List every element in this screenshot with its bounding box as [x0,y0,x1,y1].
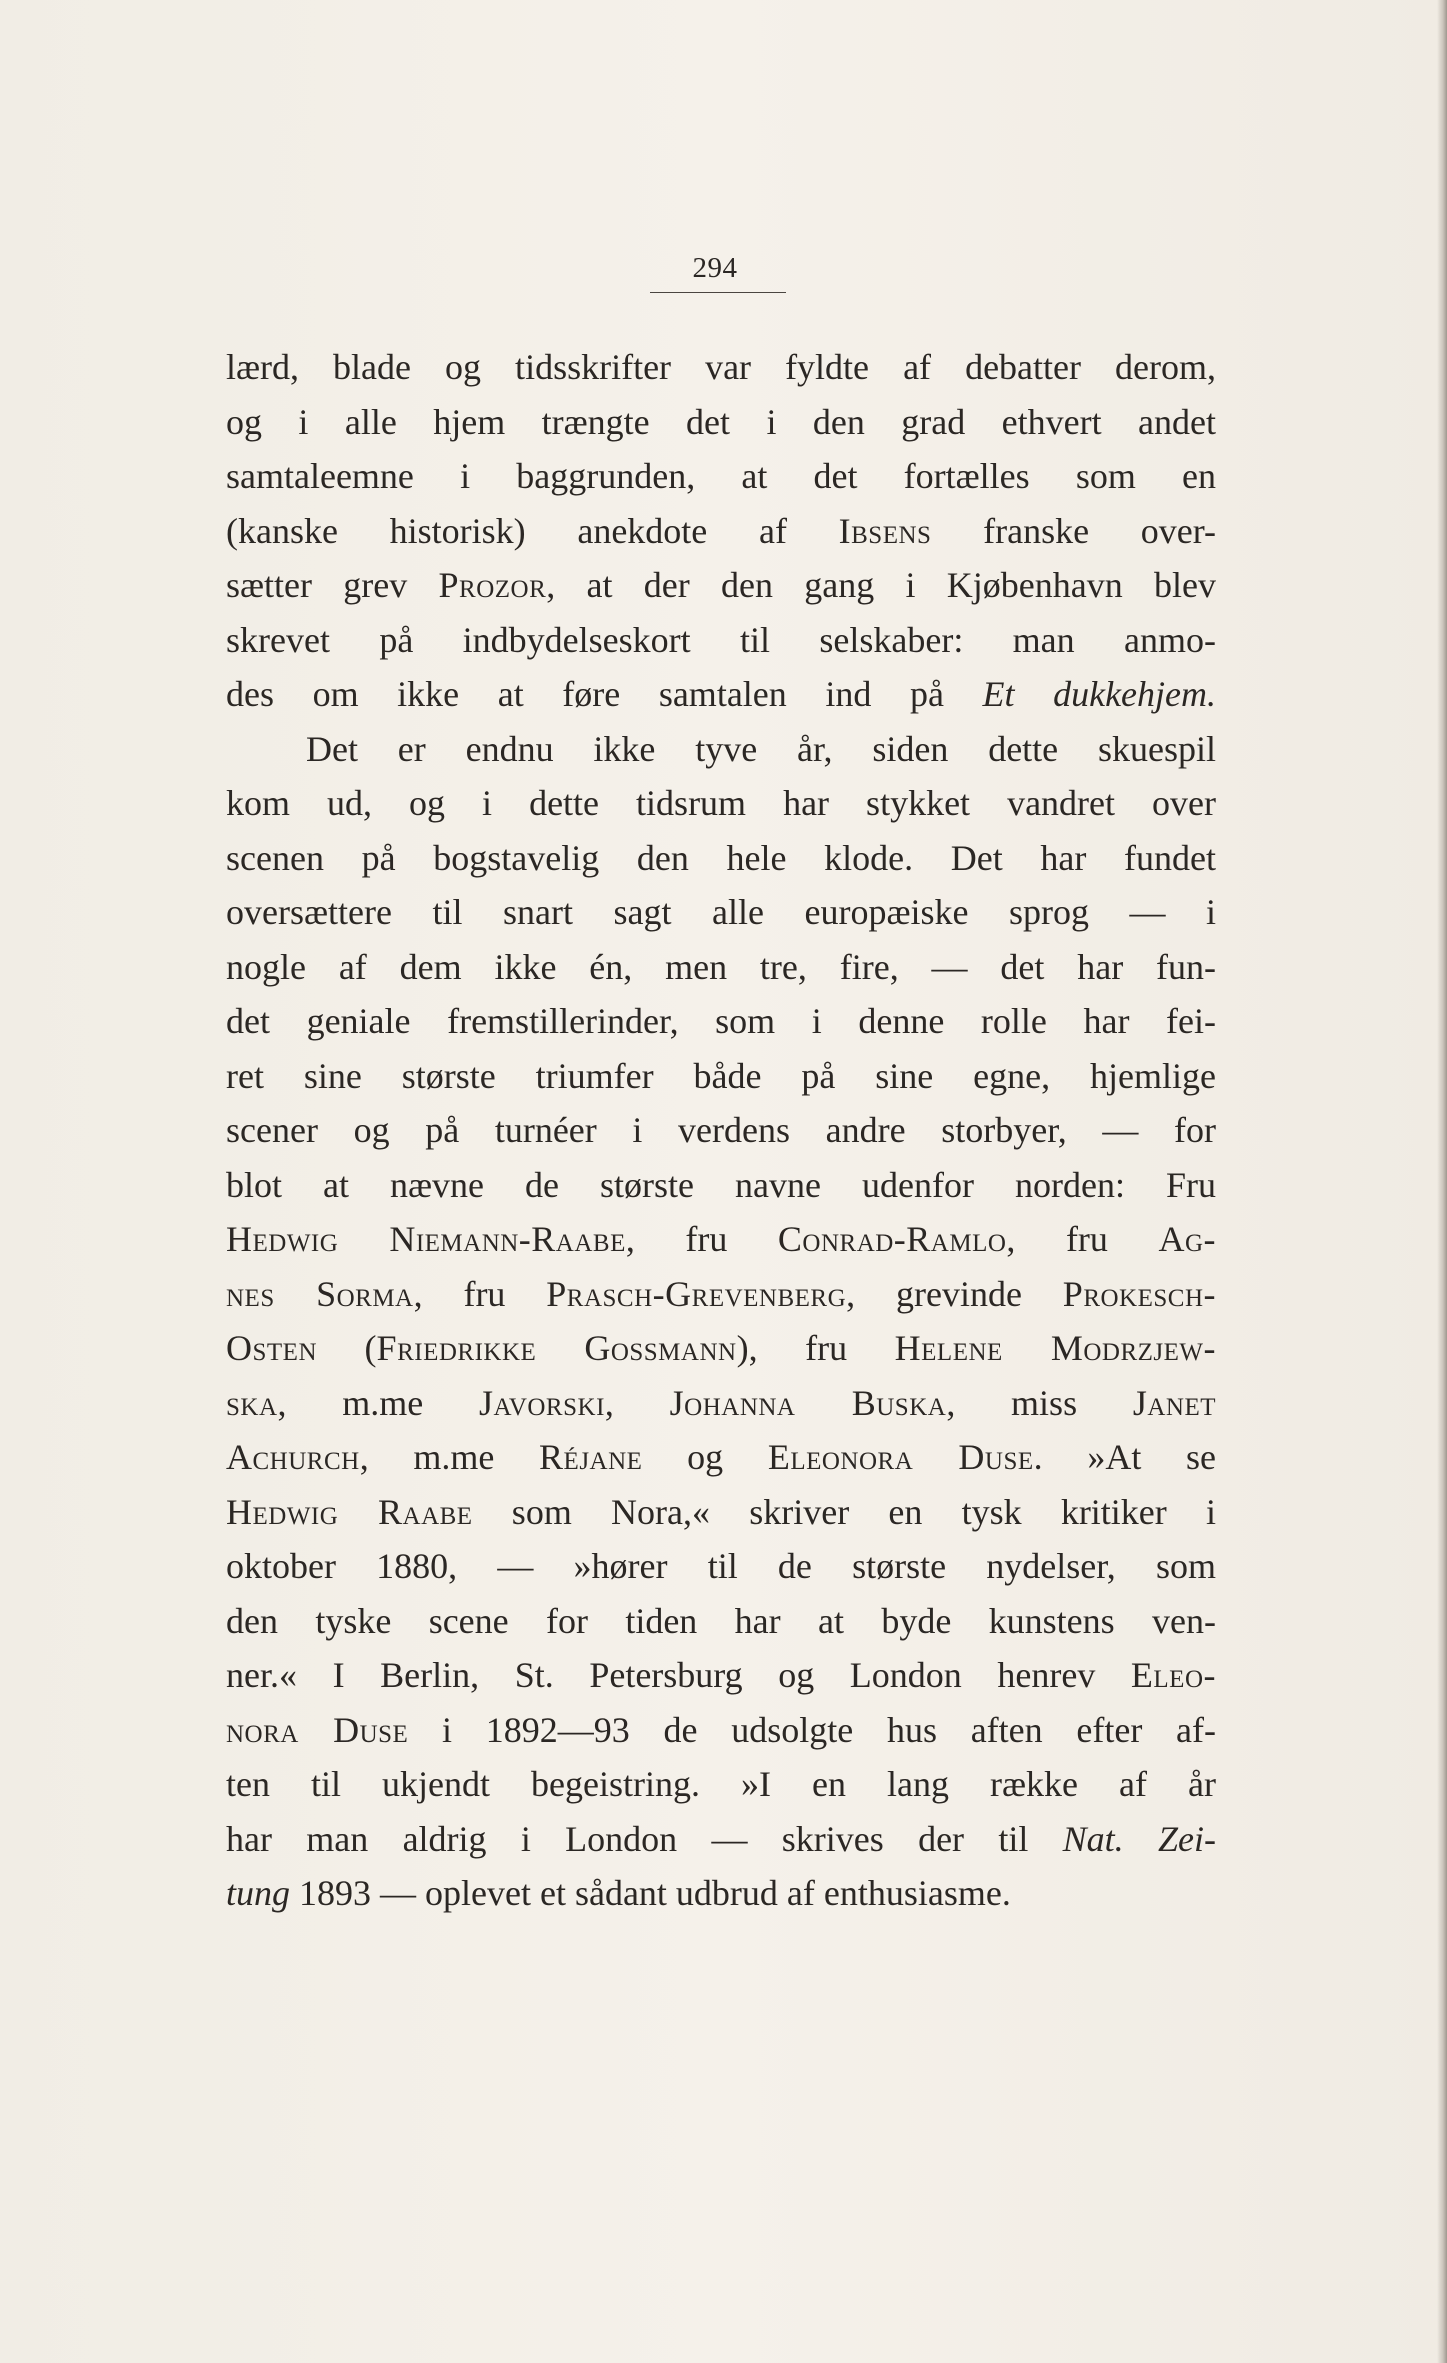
text-line [226,667,1216,722]
text-line [226,885,1216,940]
text-run: som Nora,« skriver en tysk kritiker i [472,1491,1216,1532]
name-small-caps: Réjane [539,1437,643,1477]
italic-title: tung [226,1873,291,1913]
name-small-caps: Ibsens [838,510,932,551]
text-run: , at der den gang i Kjøbenhavn blev [546,565,1216,605]
name-small-caps: Achurch [226,1437,360,1477]
name-small-caps: Osten [226,1328,317,1368]
text-run: franske over- [931,510,1216,551]
text-run: , grevinde [846,1273,1063,1314]
text-run: det geniale fremstillerinder, som i denne rolle har fei- [226,1001,1216,1041]
name-small-caps: Hedwig Raabe [226,1491,473,1532]
text-run: , m.me [359,1437,540,1477]
text-line [226,1703,1216,1758]
name-small-caps: Helene Modrzjew- [894,1328,1216,1368]
text-run: har man aldrig i London — skrives der til [226,1818,1063,1859]
text-line [226,940,1216,995]
text-run: blot at nævne de største navne udenfor norden: Fru [226,1164,1216,1205]
text-line [226,1812,1216,1867]
name-small-caps: Hedwig Niemann-Raabe [226,1219,626,1259]
text-run: , miss [946,1382,1133,1423]
text-line [226,1158,1216,1213]
name-small-caps: Friedrikke Gossmann [376,1328,737,1368]
name-small-caps: Eleo- [1130,1655,1216,1695]
name-small-caps: nora Duse [226,1709,409,1750]
text-line [226,1267,1216,1322]
text-line [226,1103,1216,1158]
text-line [226,1321,1216,1376]
text-run: lærd, blade og tidsskrifter var fyldte af debatter derom, [226,347,1216,387]
italic-title: Et dukkehjem. [982,674,1217,714]
text-line [226,395,1216,450]
name-small-caps: Eleonora Duse [767,1437,1034,1477]
text-run: Det er endnu ikke tyve år, siden dette skuespil [306,728,1216,769]
text-run: nogle af dem ikke én, men tre, fire, — det har fun- [226,946,1216,987]
page-edge-shadow [1437,0,1447,2363]
text-run: skrevet på indbydelseskort til selskaber: man anmo- [226,619,1216,660]
text-line [226,831,1216,886]
italic-title: Nat. Zei- [1062,1818,1216,1859]
text-run: og i alle hjem trængte det i den grad ethvert andet [226,401,1216,442]
text-run: , [604,1382,670,1423]
text-run: scener og på turnéer i verdens andre storbyer, — for [226,1110,1216,1150]
text-run: i 1892—93 de udsolgte hus aften efter af- [408,1709,1216,1750]
text-run: 1893 — oplevet et sådant udbrud af enthusiasme. [290,1873,1011,1913]
text-run: , fru [1006,1219,1159,1259]
name-small-caps: Johanna Buska [669,1382,947,1423]
text-run: den tyske scene for tiden har at byde kunstens ven- [226,1600,1216,1641]
text-line [226,1866,1216,1921]
text-run: des om ikke at føre samtalen ind på [226,674,983,714]
text-line [226,1049,1216,1104]
text-run: ret sine største triumfer både på sine egne, hjemlige [226,1055,1216,1096]
text-line [226,1430,1216,1485]
name-small-caps: Prozor [438,565,547,605]
text-line [226,1485,1216,1540]
text-line [226,449,1216,504]
text-line [226,1376,1216,1431]
text-run: (kanske historisk) anekdote af [226,510,839,551]
text-run: ner.« I Berlin, St. Petersburg og London henrev [226,1655,1131,1695]
text-line [226,340,1216,395]
text-run: , m.me [277,1382,479,1423]
name-small-caps: Prokesch- [1062,1273,1216,1314]
text-run: ten til ukjendt begeistring. »I en lang række af år [226,1764,1216,1804]
text-run: oktober 1880, — »hører til de største nydelser, som [226,1546,1216,1586]
text-run: sætter grev [226,565,439,605]
text-line [226,1539,1216,1594]
text-line [226,776,1216,831]
name-small-caps: nes Sorma [226,1273,414,1314]
text-run: ( [317,1328,377,1368]
text-line [226,1648,1216,1703]
text-run: scenen på bogstavelig den hele klode. Det har fundet [226,837,1216,878]
text-run: , fru [413,1273,547,1314]
name-small-caps: Janet [1132,1382,1216,1423]
text-run: og [642,1437,768,1477]
text-line [226,504,1216,559]
text-line [226,613,1216,668]
page-number-rule [650,292,786,293]
text-run: oversættere til snart sagt alle europæiske sprog — i [226,892,1216,932]
page-number: 294 [692,252,738,284]
name-small-caps: ska [226,1382,278,1423]
text-run: kom ud, og i dette tidsrum har stykket vandret over [226,783,1216,823]
text-line [226,1757,1216,1812]
text-line [226,1594,1216,1649]
text-run: ), fru [736,1328,895,1368]
name-small-caps: Javorski [478,1382,605,1423]
text-line [226,558,1216,613]
text-run: , fru [625,1219,778,1259]
text-line [226,994,1216,1049]
text-run: samtaleemne i baggrunden, at det fortælles som en [226,456,1216,496]
name-small-caps: Prasch-Grevenberg [546,1273,847,1314]
name-small-caps: Conrad-Ramlo [777,1219,1007,1259]
name-small-caps: Ag- [1158,1219,1216,1259]
text-line [226,722,1216,777]
text-line [226,1212,1216,1267]
body-text [226,340,1216,1921]
text-run: . »At se [1033,1437,1217,1477]
